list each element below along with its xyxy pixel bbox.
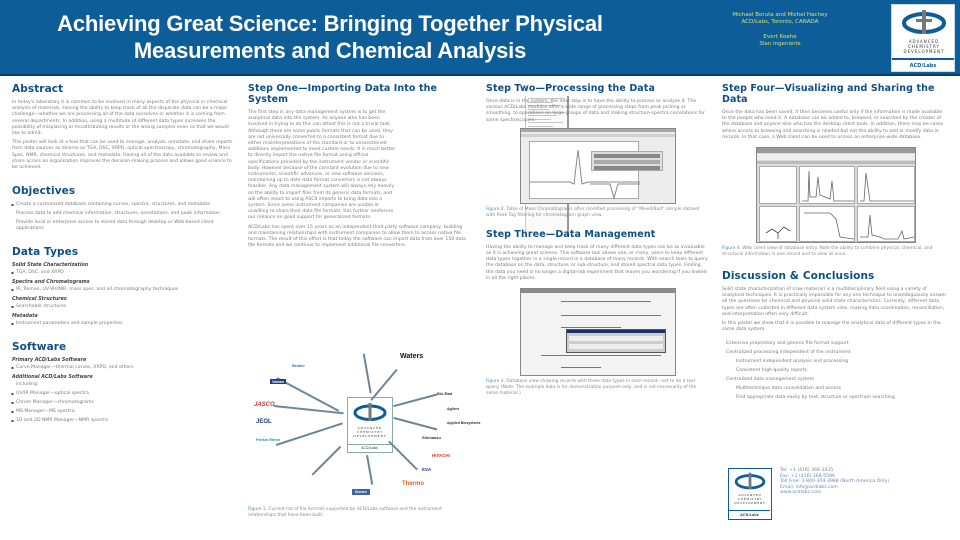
- vendor-logo-applied-biosystems: Applied Biosystems: [447, 421, 481, 425]
- objective-item: Process data to add chemical information, structures, annotations, and peak information: [16, 211, 221, 217]
- discussion-paragraph-2: In this poster we show that it is possible to manage the analytical data of different types in the same data system.: [722, 321, 941, 333]
- vendor-logo-varian: Varian: [272, 379, 285, 384]
- software-item: ▪ Chrom Manager—chromatograms: [12, 400, 234, 406]
- software-item: ▪ 1D and 2D NMR Manager—NMR spectra: [12, 418, 234, 424]
- conclusion-subitem: Instrument independent analysis and processing: [736, 359, 849, 365]
- objective-item: Provide local or enterprise access to stored data through desktop or Web-based client applications: [16, 220, 214, 232]
- abstract-paragraph-1: In today's laboratory it is common to be involved in many aspects of the physical or chemical analysis of materials. Having the ability to keep track of all the disparate data can be a major challenge—whether we are processing all of the data ourselves or whether it is coming from several departments. In addition, using a multitude of different data types increases the possibility of misplacing or misattributing results or the wrong samples even so that we would like to admit.: [12, 100, 229, 137]
- figure-1-vendor-diagram: [252, 349, 481, 499]
- data-type-item: ▪ Searchable structures: [12, 304, 234, 310]
- abstract-heading: Abstract: [12, 83, 64, 95]
- data-type-group-title: Spectra and Chromatograms: [12, 280, 90, 286]
- objectives-heading: Objectives: [12, 185, 76, 198]
- vendor-logo-esa: ESA: [422, 467, 432, 472]
- coauthor-affiliation: Slan Ingenierie: [759, 41, 801, 47]
- column-3: [486, 80, 708, 540]
- figure-4-caption: Figure 4. Web client view of database entry. Note the ability to combine physical, chemical, and structural information in one record and to view at once.: [722, 246, 933, 258]
- step1-paragraph-2: ACD/Labs has spent over 15 years as an independent third party software company, building and maintaining relationships with instrument companies to allow them to access native file formats. The result of this effort is that today the software can import data from over 150 data file formats and we continue to implement additional file converters.: [248, 224, 466, 249]
- data-type-group-title: Solid State Characterization: [12, 263, 89, 269]
- step4-heading: Step Four—Visualizing and Sharing the Data: [722, 83, 935, 105]
- conclusion-item: Extensive proprietary and generic file format support: [726, 341, 849, 347]
- vendor-logo-shimadzu: Shimadzu: [422, 435, 441, 440]
- contact-fax: Fax: +1 (416) 368-5596: [780, 473, 835, 479]
- discussion-paragraph-1: Solid state characterization of (raw material) is a multidisciplinary field using a variety of analytical techniques. It is practically impossible for any one technique to unambiguously answer all the questions for chemical and physical solid state characteristics. Currently, different data types are often collected in different data system silos, making data coordination, reconciliation, and interpretation often very difficult.: [722, 287, 947, 317]
- software-including: including:: [16, 382, 39, 388]
- contact-tel: Tel: +1 (416) 368-3435: [780, 468, 834, 473]
- figure-3-database-screenshot: [520, 288, 676, 376]
- vendor-logo-hitachi: HITACHI: [432, 453, 450, 458]
- figure-3-caption: Figure 3. Database view showing records with three data types in each record—set to do a text query. (Note: The example data is for demonstration purpose only, and is not necessarily of the same material.): [486, 379, 697, 397]
- vendor-logo-jasco: JASCO: [254, 402, 275, 408]
- vendor-logo-bio-rad: Bio-Rad: [437, 391, 453, 396]
- conclusion-subitem: Find appropriate data easily by text, structure or spectrum searching: [736, 395, 895, 401]
- title-line-2: Measurements and Chemical Analysis: [133, 38, 527, 63]
- logo-acdlabs-label: ACD/Labs: [892, 58, 954, 71]
- poster-header: [0, 0, 960, 76]
- data-types-heading: Data Types: [12, 246, 79, 259]
- vendor-logo-jeol: JEOL: [256, 419, 272, 425]
- step3-heading: Step Three—Data Management: [486, 228, 656, 240]
- authors-affiliation: ACD/Labs, Toronto, CANADA: [741, 19, 819, 25]
- software-item: ▪ UV/IR Manager—optical spectra: [12, 391, 234, 397]
- authors-block: [690, 12, 870, 48]
- data-type-item: ▪ TGA, DSC, and XRPD: [12, 270, 234, 276]
- logo-swoosh-icon: [900, 9, 948, 35]
- figure-4-web-client-screenshot: [756, 147, 916, 243]
- vendor-logo-dionex: Dionex: [352, 489, 370, 495]
- contact-tollfree: Toll Free: 1-800-304-3988 (North America Only): [780, 479, 890, 485]
- vendor-logo-bruker: Bruker: [292, 363, 305, 368]
- vendor-logo-waters: Waters: [400, 353, 424, 360]
- coauthor-name: Evert Koehe: [763, 34, 797, 40]
- software-heading: Software: [12, 341, 67, 354]
- abstract-paragraph-2: This poster will look at a tool that can be used to manage, analyze, annotate, and share reports from data sources as diverse as TGA, DSC, XRPD, optical spectroscopy, chromatography, Mass Spec, NMR, chemical structures, and metadata. Having all of the data available to review and share across an organization improves the decision-making process and allows good science to be achieved.: [12, 140, 233, 171]
- poster-title: [20, 10, 640, 64]
- data-type-group-title: Metadata: [12, 314, 38, 320]
- title-line-1: Achieving Great Science: Bringing Together Physical: [57, 11, 603, 36]
- figure-2-processing-screenshot: [520, 128, 676, 204]
- software-primary-title: Primary ACD/Labs Software: [12, 358, 87, 364]
- objective-item: ▪ Create a customized database containing curves, spectra, structures, and metadata: [12, 202, 234, 208]
- contact-website[interactable]: www.acdlabs.com: [780, 490, 822, 496]
- software-item: ▪ MS Manager—MS spectra: [12, 409, 234, 415]
- step4-paragraph: Once the data has been saved, it then becomes useful only if the information is made available to the people who need it. A database can be added to, browsed, or searched by the creator of the database and anyone else who has the desktop client tools. In addition, there may be cases where access to browsing and searching is needed but not the ability to add or modify data in records. In that case, a Web client can be used to access an enterprise-wide database.: [722, 110, 944, 140]
- contact-lines: [780, 468, 889, 496]
- software-item: ▪ Curve Manager—thermal curves, XRPD, and others: [12, 365, 234, 371]
- conclusion-subitem: Multitechnique data consolidation and access: [736, 386, 841, 392]
- column-1: [12, 80, 234, 540]
- step3-paragraph: Having the ability to manage and keep track of many different data types can be as invaluable as it is achieving great science. This software tool allows one, or many, users to keep different data types together in a single record in a database of many records. With search tools to query the database on the data, structure, or sub-structure, and stored spectral data types. Finding the data you need is no longer a digital-lab experiment that leaves you wondering if you looked in all the right places.: [486, 244, 708, 281]
- acd-labs-footer-logo: ADVANCED CHEMISTRY DEVELOPMENT ACD/Labs: [728, 468, 772, 520]
- logo-swoosh-icon: [733, 472, 767, 490]
- data-type-item: ▪ IR, Raman, UV-Vis/NIR, mass spec, and all chromatography techniques: [12, 287, 234, 293]
- step1-heading: Step One—Importing Data Into the System: [248, 83, 438, 105]
- conclusion-item: Centralized processing independent of the instrument: [726, 350, 851, 356]
- authors-names: Michael Boruta and Michel Hachey: [732, 12, 828, 18]
- conclusion-subitem: Consistent high-quality reports: [736, 368, 808, 374]
- step2-heading: Step Two—Processing the Data: [486, 83, 655, 94]
- figure-2-caption: Figure 2. Table of Mass Chromatograms after modified processing of "Mixed/Bad" sample dataset with Peak Tag filtering for chromatogram graph view.: [486, 206, 700, 218]
- logo-wordmark: ADVANCED CHEMISTRY DEVELOPMENT: [903, 39, 945, 54]
- data-type-item: ▪ Instrument parameters and sample properties: [12, 321, 234, 327]
- software-additional-title: Additional ACD/Labs Software: [12, 375, 93, 381]
- acd-labs-logo: [891, 4, 955, 72]
- logo-swoosh-icon: [352, 402, 388, 422]
- contact-block: [722, 462, 948, 522]
- vendor-logo-agilent: Agilent: [447, 407, 459, 411]
- contact-email[interactable]: Email: info@acdlabs.com: [780, 484, 838, 490]
- vendor-logo-thermo: Thermo: [402, 481, 425, 487]
- data-type-group-title: Chemical Structures: [12, 297, 67, 303]
- step1-paragraph-1: The first step in any data management system is to get the analytical data into the system. As anyone who has been involved in trying to do this can attest this is not a trivial task. Although there are some public formats that can be used, they are not universally converted to a consistent format due to either misinterpretations of the standard or to unsanctioned additions implemented to meet custom needs. It is much better to directly import the native file format using official specifications provided by the instrument vendor or scientific body. However because of the constant evolution due to new instruments, scientific advances, or new software versions, maintaining up to date data format converters is not always feasible. Any data management system will always rely heavily on the ability to import files from its generic data formats, and will often resort to using ASCII imports to bring data into a system. Since some instrument companies are unable or unwilling to share their data file formats, this further reinforces our reliance on good support for generalized formats.: [248, 110, 396, 221]
- discussion-heading: Discussion & Conclusions: [722, 270, 875, 283]
- step2-paragraph: Once data is in the system, the next step is to have the ability to process or analyze it. The various ACD/Labs modules offer a wide range of processing steps from peak picking or smoothing, to operations on large groups of data and making structure-spectra correlations for some spectroscopies.: [486, 99, 705, 123]
- vendor-logo-perkin-elmer: Perkin Elmer: [256, 437, 281, 442]
- conclusion-item: Centralized data management system: [726, 377, 815, 383]
- figure-1-caption: Figure 1. Current list of file formats supported by ACD/Labs software and the instrument relationships that have been built.: [248, 507, 442, 518]
- acd-labs-center-logo: ADVANCED CHEMISTRY DEVELOPMENT ACD/Labs: [347, 397, 393, 453]
